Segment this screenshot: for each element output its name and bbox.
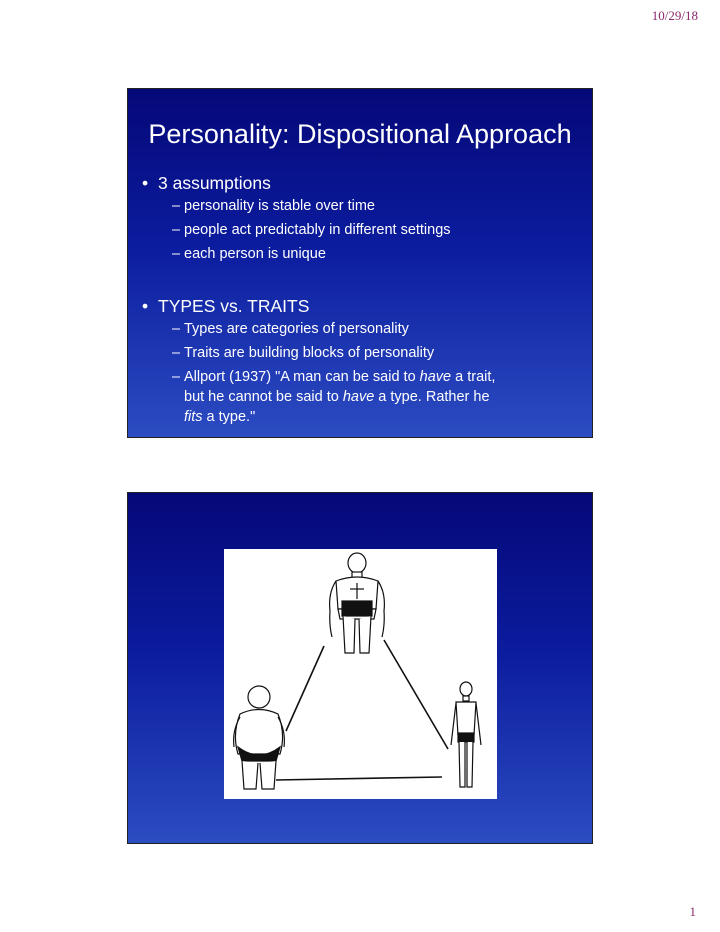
bullet-dot-icon: • <box>142 296 149 316</box>
slide-title: Personality: Dispositional Approach <box>148 119 572 149</box>
sub-bullet-stable: – personality is stable over time <box>172 198 375 214</box>
somatotype-illustration <box>224 549 497 799</box>
line-meso-endo <box>286 646 324 731</box>
sub-bullet-unique: – each person is unique <box>172 246 326 262</box>
line-meso-ecto <box>384 640 448 749</box>
sub-bullet-predictable: – people act predictably in different settings <box>172 222 451 238</box>
sub-bullet-types: – Types are categories of personality <box>172 321 409 337</box>
slide-body-types <box>127 492 593 844</box>
bullet-types-vs-traits: • TYPES vs. TRAITS <box>142 296 310 316</box>
page-date: 10/29/18 <box>651 8 698 23</box>
endomorph-figure-icon <box>234 686 285 789</box>
sub-bullet-allport-quote: – Allport (1937) "A man can be said to have a trait, but he cannot be said to have a type. Rather he fits a type." <box>172 369 496 425</box>
ectomorph-figure-icon <box>451 682 481 787</box>
somatotype-figure <box>224 549 497 799</box>
mesomorph-figure-icon <box>330 553 385 653</box>
bullet-assumptions: • 3 assumptions <box>142 173 271 193</box>
page-number: 1 <box>689 904 696 919</box>
slide-dispositional-approach <box>127 88 593 438</box>
line-endo-ecto <box>276 777 442 780</box>
bullet-dot-icon: • <box>142 173 149 193</box>
sub-bullet-traits: – Traits are building blocks of personality <box>172 345 435 361</box>
